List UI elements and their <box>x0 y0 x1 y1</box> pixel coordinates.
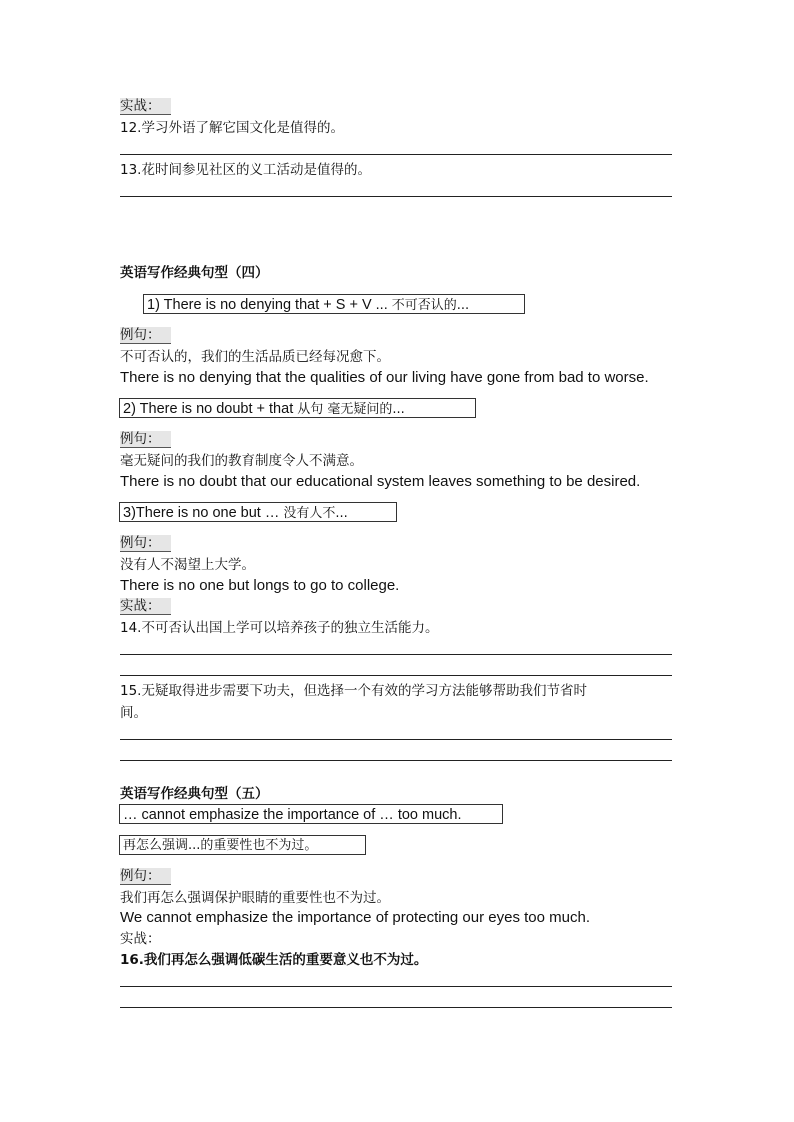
pattern-box-5-cn <box>119 835 366 855</box>
pattern-5-en: … cannot emphasize the importance of … too much. <box>123 807 462 823</box>
example-label-text: 例句： <box>120 535 171 552</box>
example-label <box>120 326 171 344</box>
example-label <box>120 867 171 885</box>
question-13: 13.花时间参见社区的义工活动是值得的。 <box>120 162 371 178</box>
pattern-box-5-en <box>119 804 503 824</box>
pattern-5-cn: 再怎么强调...的重要性也不为过。 <box>123 838 318 853</box>
example-3-en: There is no one but longs to go to college. <box>120 577 400 594</box>
answer-line[interactable] <box>120 675 672 676</box>
section-5-title: 英语写作经典句型（五） <box>120 786 269 802</box>
question-15-line-2: 间。 <box>120 705 147 721</box>
example-label-text: 例句： <box>120 327 171 344</box>
pattern-2-en: 2) There is no doubt + that <box>123 401 298 417</box>
example-1-cn: 不可否认的，我们的生活品质已经每况愈下。 <box>120 349 390 365</box>
pattern-2-cn: 从句 毫无疑问的... <box>297 402 405 417</box>
question-16: 16.我们再怎么强调低碳生活的重要意义也不为过。 <box>120 952 428 968</box>
answer-line[interactable] <box>120 986 672 987</box>
question-12: 12.学习外语了解它国文化是值得的。 <box>120 120 344 136</box>
example-label-text: 例句： <box>120 868 171 885</box>
answer-line[interactable] <box>120 654 672 655</box>
question-15-line-1: 15.无疑取得进步需要下功夫，但选择一个有效的学习方法能够帮助我们节省时 <box>120 683 587 699</box>
pattern-box-2 <box>119 398 476 418</box>
answer-line[interactable] <box>120 1007 672 1008</box>
section-4-title: 英语写作经典句型（四） <box>120 265 269 281</box>
practice-label <box>120 597 171 615</box>
example-1-en: There is no denying that the qualities of our living have gone from bad to worse. <box>120 369 649 386</box>
practice-label-text: 实战： <box>120 98 171 115</box>
answer-line[interactable] <box>120 760 672 761</box>
practice-label-text: 实战： <box>120 598 171 615</box>
pattern-3-cn: 没有人不... <box>283 506 348 521</box>
practice-label <box>120 930 161 948</box>
answer-line[interactable] <box>120 154 672 155</box>
pattern-1-cn: 不可否认的... <box>391 298 470 313</box>
pattern-3-en: 3)There is no one but … <box>123 505 284 521</box>
answer-line[interactable] <box>120 196 672 197</box>
practice-label <box>120 97 171 115</box>
pattern-box-3 <box>119 502 397 522</box>
pattern-1-en: 1) There is no denying that + S + V ... <box>147 297 392 313</box>
example-label <box>120 534 171 552</box>
example-label-text: 例句： <box>120 431 171 448</box>
answer-line[interactable] <box>120 739 672 740</box>
example-label <box>120 430 171 448</box>
example-2-cn: 毫无疑问的我们的教育制度令人不满意。 <box>120 453 363 469</box>
example-2-en: There is no doubt that our educational system leaves something to be desired. <box>120 473 641 490</box>
example-5-cn: 我们再怎么强调保护眼睛的重要性也不为过。 <box>120 890 390 906</box>
practice-label-text: 实战： <box>120 931 161 947</box>
question-14: 14.不可否认出国上学可以培养孩子的独立生活能力。 <box>120 620 439 636</box>
pattern-box-1 <box>143 294 525 314</box>
example-5-en: We cannot emphasize the importance of protecting our eyes too much. <box>120 909 590 926</box>
example-3-cn: 没有人不渴望上大学。 <box>120 557 255 573</box>
